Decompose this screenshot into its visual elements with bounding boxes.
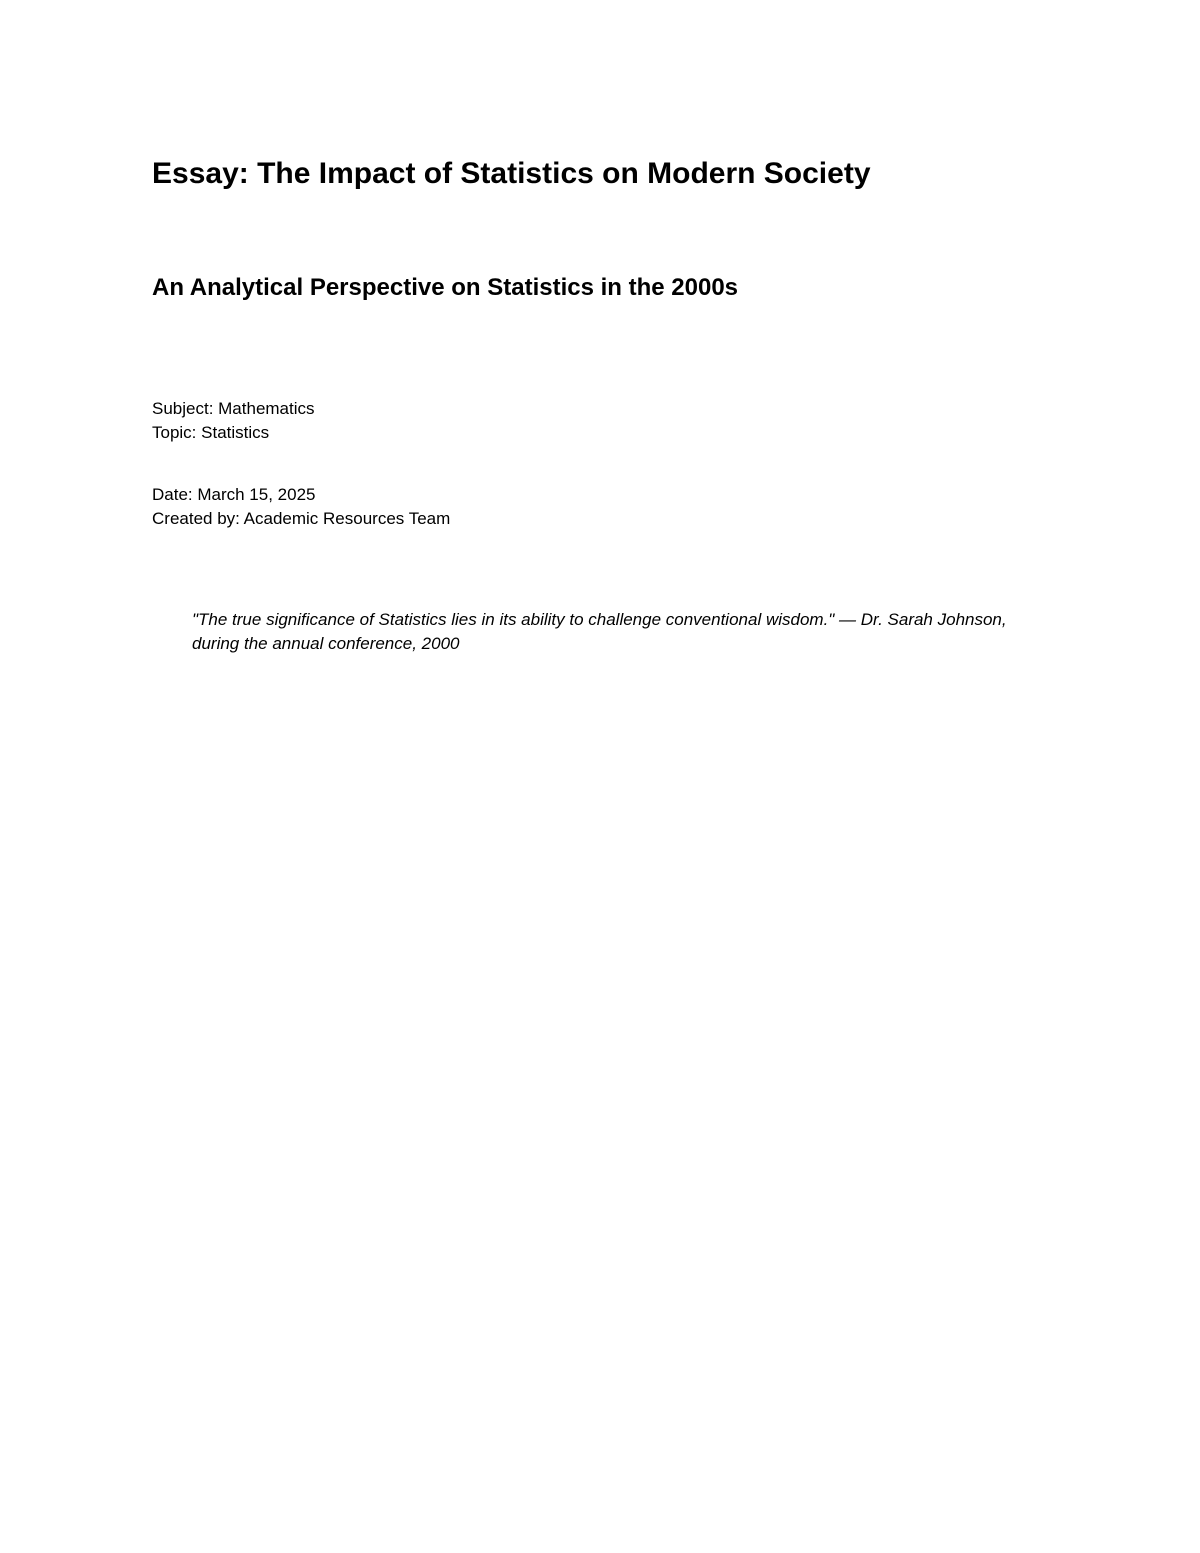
created-by-line: Created by: Academic Resources Team <box>152 509 451 528</box>
date-line: Date: March 15, 2025 <box>152 485 316 504</box>
date-author-block <box>152 483 450 531</box>
subject-topic-block <box>152 397 315 445</box>
document-title: Essay: The Impact of Statistics on Modern Society <box>152 157 871 190</box>
topic-line: Topic: Statistics <box>152 423 270 442</box>
document-subtitle: An Analytical Perspective on Statistics in the 2000s <box>152 274 739 301</box>
epigraph-quote: "The true significance of Statistics lies in its ability to challenge conventional wisdom." — Dr. Sarah Johnson, during the annual conference, 2000 <box>192 610 1007 653</box>
subject-line: Subject: Mathematics <box>152 399 315 418</box>
